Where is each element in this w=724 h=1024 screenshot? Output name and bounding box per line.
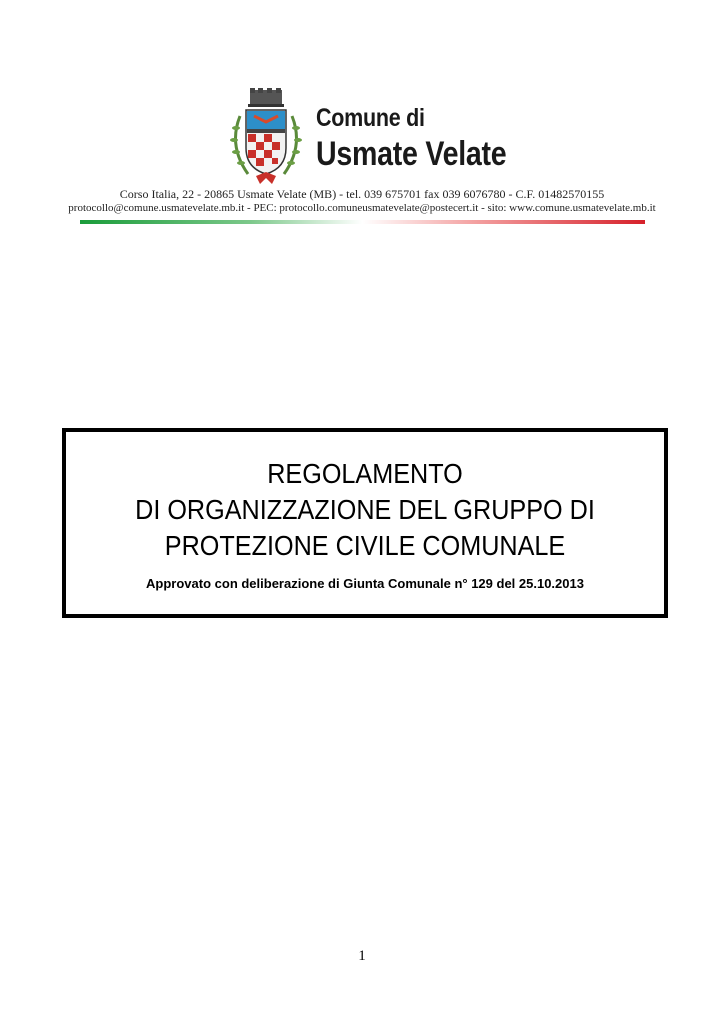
municipality-name-line1: Comune di — [316, 104, 425, 132]
contact-address-line: Corso Italia, 22 - 20865 Usmate Velate (MB) - tel. 039 675701 fax 039 6076780 - C.F. 01482570155 — [119, 187, 605, 201]
document-title — [66, 456, 664, 564]
title-line-2: DI ORGANIZZAZIONE DEL GRUPPO DI — [135, 494, 595, 525]
contact-email-line: protocollo@comune.usmatevelate.mb.it - PEC: protocollo.comuneusmatevelate@postecert.it - sito: www.comune.usmatevelate.mb.it — [68, 202, 656, 214]
title-box — [62, 428, 668, 618]
tricolor-divider — [80, 220, 645, 224]
title-line-1: REGOLAMENTO — [267, 458, 463, 489]
municipality-name-line2: Usmate Velate — [316, 135, 507, 173]
title-line-3: PROTEZIONE CIVILE COMUNALE — [164, 530, 566, 561]
approval-note: Approvato con deliberazione di Giunta Comunale n° 129 del 25.10.2013 — [146, 576, 584, 591]
letterhead — [0, 0, 724, 230]
page-number: 1 — [358, 948, 366, 964]
municipality-name — [316, 106, 543, 171]
coat-of-arms-icon — [226, 86, 306, 186]
